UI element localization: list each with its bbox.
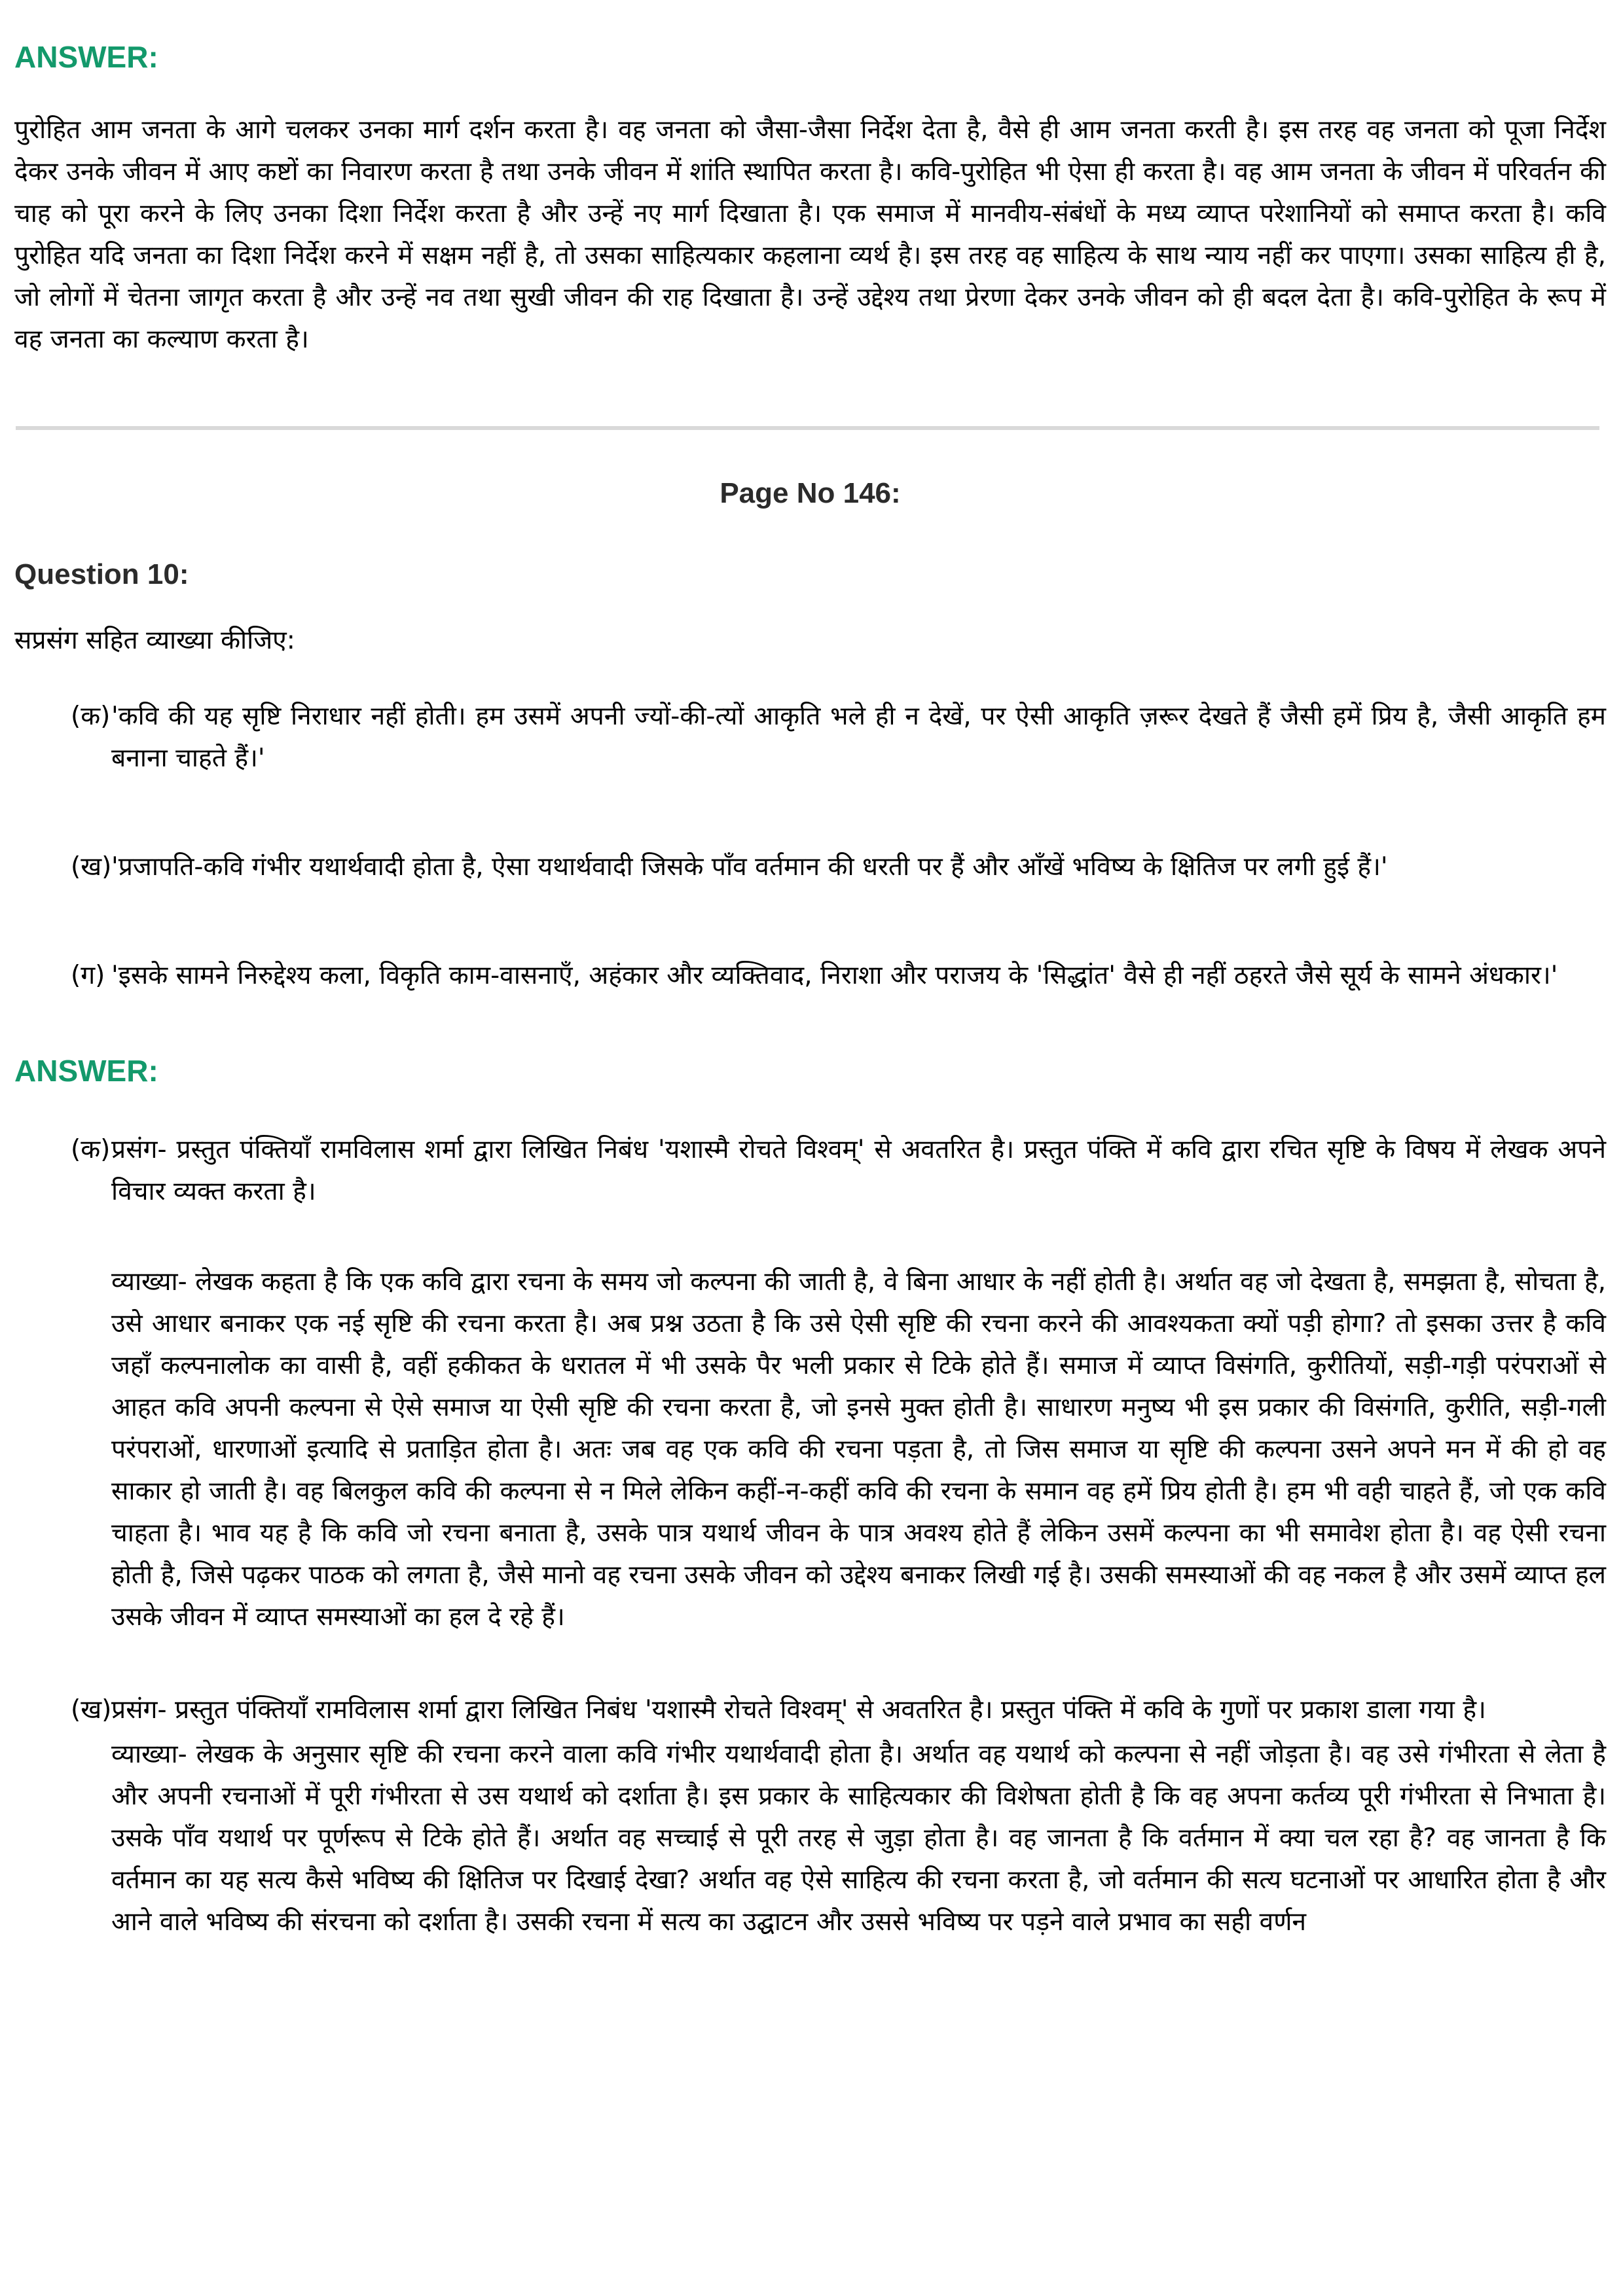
section-divider (16, 426, 1599, 430)
question-intro: सप्रसंग सहित व्याख्या कीजिए: (14, 625, 295, 655)
answer-item-ka (14, 1129, 1606, 1638)
answer-item-ka-vyakhya: व्याख्या- लेखक कहता है कि एक कवि द्वारा रचना के समय जो कल्पना की जाती है, वे बिना आधार के नहीं होती है। अर्थात वह जो देखता है, समझता है, सोचता है, उसे आधार बनाकर एक नई सृष्टि की रचना करता है। अब प्रश्न उठता है कि उसे ऐसी सृष्टि की रचना करने की आवश्यकता क्यों पड़ी होगा? तो इसका उत्तर है कवि जहाँ कल्पनालोक का वासी है, वहीं हकीकत के धरातल में भी उसके पैर भली प्रकार से टिके होते हैं। समाज में व्याप्त विसंगति, कुरीतियों, सड़ी-गड़ी परंपराओं से आहत कवि अपनी कल्पना से ऐसे समाज या ऐसी सृष्टि की रचना करता है, जो इनसे मुक्त होती है। साधारण मनुष्य भी इस प्रकार की विसंगति, कुरीति, सड़ी-गली परंपराओं, धारणाओं इत्यादि से प्रताड़ित होता है। अतः जब वह एक कवि की रचना पड़ता है, तो जिस समाज या सृष्टि की कल्पना उसने अपने मन में की हो वह साकार हो जाती है। वह बिलकुल कवि की कल्पना से न मिले लेकिन कहीं-न-कहीं कवि की रचना के समान वह हमें प्रिय होती है। हम भी वही चाहते हैं, जो एक कवि चाहता है। भाव यह है कि कवि जो रचना बनाता है, उसके पात्र यथार्थ जीवन के पात्र अवश्य होते हैं लेकिन उसमें कल्पना का भी समावेश होता है। वह ऐसी रचना होती है, जिसे पढ़कर पाठक को लगता है, जैसे मानो वह रचना उसके जीवन को उद्देश्य बनाकर लिखी गई है। उसकी समस्याओं की वह नकल है और उसमें व्याप्त हल उसके जीवन में व्याप्त समस्याओं का हल दे रहे हैं। (111, 1267, 1606, 1632)
answer-marker-kha: (ख) (71, 1695, 112, 1725)
answer-heading-bottom: ANSWER: (14, 1053, 158, 1088)
answer-item-kha-prasang (14, 1689, 1606, 1731)
answer-item-ka-prasang-text: प्रसंग- प्रस्तुत पंक्तियाँ रामविलास शर्मा द्वारा लिखित निबंध 'यशास्मै रोचते विश्वम्' से अवतरित है। प्रस्तुत पंक्ति में कवि द्वारा रचित सृष्टि के विषय में लेखक अपने विचार व्यक्त करता है। (111, 1135, 1606, 1207)
answer-item-kha-prasang-text: प्रसंग- प्रस्तुत पंक्तियाँ रामविलास शर्मा द्वारा लिखित निबंध 'यशास्मै रोचते विश्वम्' से अवतरित है। प्रस्तुत पंक्ति में कवि के गुणों पर प्रकाश डाला गया है। (111, 1695, 1486, 1725)
answer-item-kha (14, 1689, 1606, 1943)
answer-heading-top: ANSWER: (14, 40, 158, 74)
answer-marker-ka: (क) (71, 1135, 111, 1165)
question-item-kha (14, 846, 1606, 888)
list-marker-ka: (क) (71, 701, 111, 731)
question-item-ga (14, 955, 1606, 997)
answer-paragraph-top: पुरोहित आम जनता के आगे चलकर उनका मार्ग दर्शन करता है। वह जनता को जैसा-जैसा निर्देश देता है, वैसे ही आम जनता करती है। इस तरह वह जनता को पूजा निर्देश देकर उनके जीवन में आए कष्टों का निवारण करता है तथा उनके जीवन में शांति स्थापित करता है। कवि-पुरोहित भी ऐसा ही करता है। वह आम जनता के जीवन में परिवर्तन की चाह को पूरा करने के लिए उनका दिशा निर्देश करता है और उन्हें नए मार्ग दिखाता है। एक समाज में मानवीय-संबंधों के मध्य व्याप्त परेशानियों को समाप्त करता है। कवि पुरोहित यदि जनता का दिशा निर्देश करने में सक्षम नहीं है, तो उसका साहित्यकार कहलाना व्यर्थ है। इस तरह वह साहित्य के साथ न्याय नहीं कर पाएगा। उसका साहित्य ही है, जो लोगों में चेतना जागृत करता है और उन्हें नव तथा सुखी जीवन की राह दिखाता है। उन्हें उद्देश्य तथा प्रेरणा देकर उनके जीवन को ही बदल देता है। कवि-पुरोहित के रूप में वह जनता का कल्याण करता है। (14, 115, 1606, 354)
answer-item-kha-vyakhya: व्याख्या- लेखक के अनुसार सृष्टि की रचना करने वाला कवि गंभीर यथार्थवादी होता है। अर्थात वह यथार्थ को कल्पना से नहीं जोड़ता है। वह उसे गंभीरता से लेता है और अपनी रचनाओं में पूरी गंभीरता से उस यथार्थ को दर्शाता है। इस प्रकार के साहित्यकार की विशेषता होती है कि वह अपना कर्तव्य पूरी गंभीरता से निभाता है। उसके पाँव यथार्थ पर पूर्णरूप से टिके होते हैं। अर्थात वह सच्चाई से पूरी तरह से जुड़ा होता है। वह जानता है कि वर्तमान में क्या चल रहा है? वह जानता है कि वर्तमान का यह सत्य कैसे भविष्य की क्षितिज पर दिखाई देखा? अर्थात वह ऐसे साहित्य की रचना करता है, जो वर्तमान की सत्य घटनाओं पर आधारित होता है और आने वाले भविष्य की संरचना को दर्शाता है। उसकी रचना में सत्य का उद्घाटन और उससे भविष्य पर पड़ने वाले प्रभाव का सही वर्णन (111, 1740, 1606, 1937)
list-marker-ga: (ग) (71, 960, 105, 990)
question-item-ka-text: 'कवि की यह सृष्टि निराधार नहीं होती। हम उसमें अपनी ज्यों-की-त्यों आकृति भले ही न देखें, पर ऐसी आकृति ज़रूर देखते हैं जैसी हमें प्रिय है, जैसी आकृति हम बनाना चाहते हैं।' (111, 701, 1606, 773)
question-item-ga-text: 'इसके सामने निरुद्देश्य कला, विकृति काम-वासनाएँ, अहंकार और व्यक्तिवाद, निराशा और पराजय के 'सिद्धांत' वैसे ही नहीं ठहरते जैसे सूर्य के सामने अंधकार।' (111, 960, 1558, 990)
question-heading: Question 10: (14, 558, 189, 590)
answer-item-ka-prasang (14, 1129, 1606, 1213)
question-item-ka (14, 696, 1606, 780)
list-marker-kha: (ख) (71, 852, 112, 882)
question-item-kha-text: 'प्रजापति-कवि गंभीर यथार्थवादी होता है, ऐसा यथार्थवादी जिसके पाँव वर्तमान की धरती पर हैं और आँखें भविष्य के क्षितिज पर लगी हुई हैं।' (111, 852, 1388, 882)
page-number-heading: Page No 146: (720, 476, 901, 509)
